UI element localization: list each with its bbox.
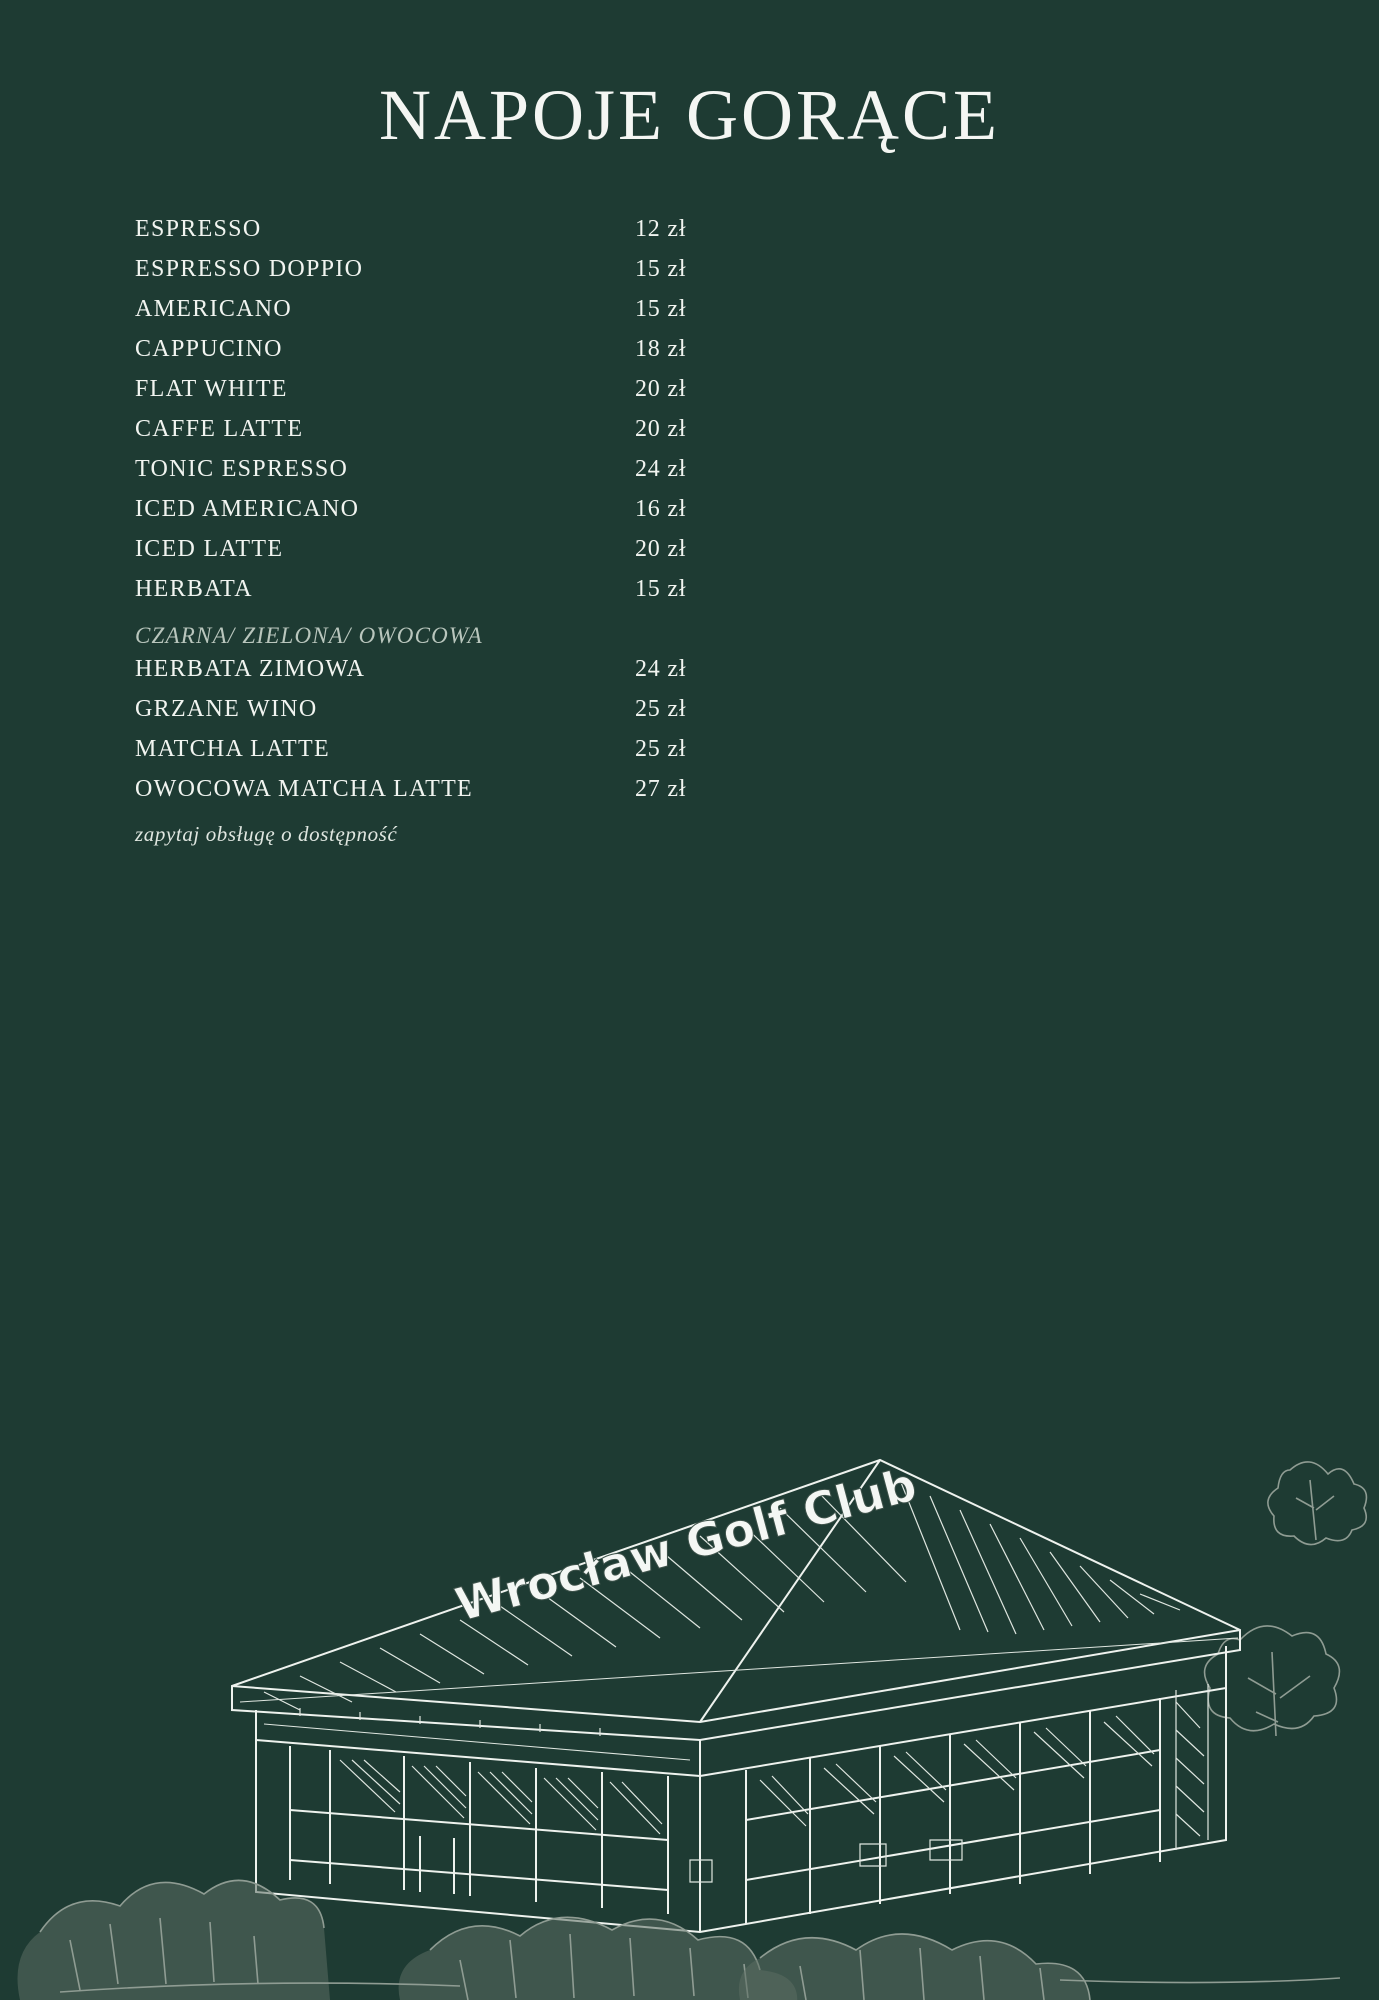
roof-shingles-right: [900, 1480, 1180, 1634]
bush-foreground-left: [18, 1880, 331, 2000]
bush-foreground-right: [739, 1934, 1090, 2000]
clubhouse-sign-text: Wrocław Golf Club: [449, 1457, 922, 1633]
menu-item-name: TONIC ESPRESSO: [135, 455, 349, 482]
menu-item-name: ESPRESSO: [135, 215, 262, 242]
menu-item-price: 24 zł: [635, 655, 687, 682]
menu-item: [135, 736, 835, 776]
menu-item-price: 12 zł: [635, 215, 687, 242]
menu-item-price: 20 zł: [635, 375, 687, 402]
facade-right-windows: [746, 1698, 1160, 1924]
interior-details: [690, 1840, 962, 1882]
entrance: [404, 1824, 470, 1896]
facade-right-hatch: [760, 1684, 1208, 1850]
availability-note: zapytaj obsługę o dostępność: [135, 821, 398, 846]
menu-item-name: FLAT WHITE: [135, 375, 288, 402]
menu-item-name: MATCHA LATTE: [135, 735, 330, 762]
menu-item-price: 25 zł: [635, 695, 687, 722]
clubhouse-illustration: [0, 1440, 1379, 2000]
menu-item: [135, 456, 835, 496]
menu-item-price: 24 zł: [635, 455, 687, 482]
menu-item-price: 15 zł: [635, 575, 687, 602]
menu-item-price: 20 zł: [635, 535, 687, 562]
menu-item-name: ICED LATTE: [135, 535, 284, 562]
menu-item-price: 20 zł: [635, 415, 687, 442]
menu-item-price: 25 zł: [635, 735, 687, 762]
facade-left-windows: [290, 1746, 668, 1914]
building-body: [256, 1646, 1226, 1932]
menu-item: [135, 576, 835, 616]
menu-item-name: HERBATA: [135, 575, 253, 602]
menu-item-name: ESPRESSO DOPPIO: [135, 255, 364, 282]
menu-item-name: OWOCOWA MATCHA LATTE: [135, 775, 473, 802]
menu-item: [135, 656, 835, 696]
menu-item: [135, 216, 835, 256]
roof-fascia-hatch: [240, 1638, 1238, 1736]
menu-item: [135, 536, 835, 576]
facade-left-hatch: [264, 1724, 690, 1834]
page-title: NAPOJE GORĄCE: [378, 75, 1001, 155]
menu-item: [135, 776, 835, 816]
menu-item-price: 27 zł: [635, 775, 687, 802]
menu-item: [135, 296, 835, 336]
herbata-variants: CZARNA/ ZIELONA/ OWOCOWA: [135, 622, 483, 648]
bush-foreground-center: [399, 1917, 798, 2000]
roof: [232, 1460, 1240, 1740]
menu-item-price: 18 zł: [635, 335, 687, 362]
menu-item: [135, 416, 835, 456]
menu-item: [135, 496, 835, 536]
bush-right: [1268, 1462, 1367, 1545]
menu-item-name: CAPPUCINO: [135, 335, 283, 362]
menu-item-name: HERBATA ZIMOWA: [135, 655, 366, 682]
menu-item: [135, 336, 835, 376]
menu-item-name: AMERICANO: [135, 295, 293, 322]
menu-item-price: 15 zł: [635, 255, 687, 282]
menu-item: [135, 696, 835, 736]
menu-item: [135, 376, 835, 416]
menu-item-name: ICED AMERICANO: [135, 495, 360, 522]
menu-list: [135, 216, 835, 847]
menu-item: [135, 256, 835, 296]
menu-item-name: GRZANE WINO: [135, 695, 318, 722]
menu-item-price: 16 zł: [635, 495, 687, 522]
bush-right-lower: [1205, 1626, 1340, 1736]
menu-item-price: 15 zł: [635, 295, 687, 322]
menu-item-name: CAFFE LATTE: [135, 415, 304, 442]
